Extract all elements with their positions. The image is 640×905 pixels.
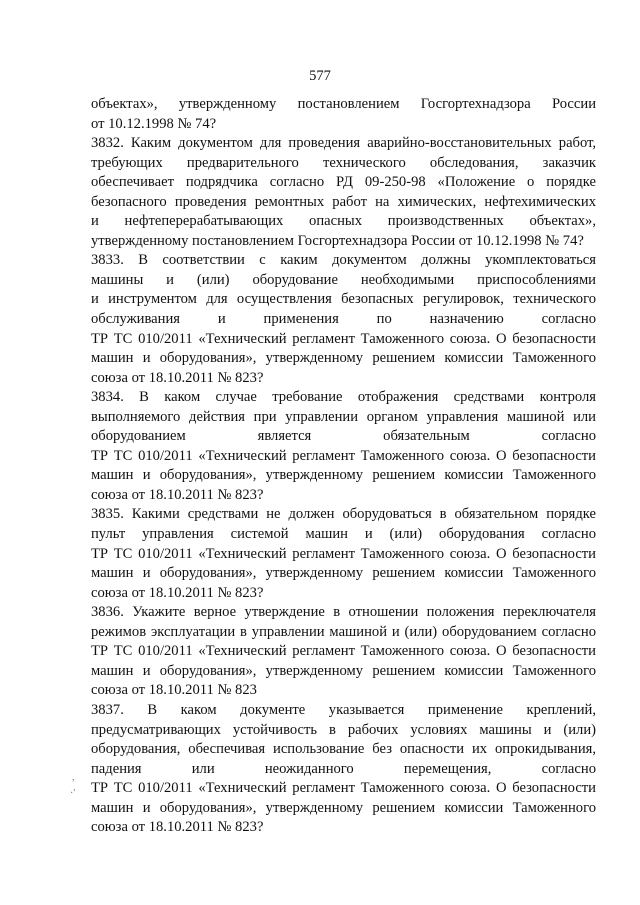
- text-line: машины и (или) оборудование необходимыми приспособлениями: [91, 271, 596, 288]
- text-line: безопасного проведения ремонтных работ на химических, нефтехимических: [91, 193, 596, 210]
- text-line: и инструментом для осуществления безопасных регулировок, технического: [91, 291, 596, 308]
- text-line: 3837. В каком документе указывается применение креплений,: [91, 701, 596, 718]
- text-line: предусматривающих устойчивость в рабочих условиях машины и (или): [91, 721, 596, 738]
- text-line: союза от 18.10.2011 № 823?: [91, 584, 264, 601]
- document-body: [91, 95, 596, 838]
- text-line: обслуживания и применения по назначению согласно: [91, 311, 596, 328]
- text-line: требующих предварительного технического обследования, заказчик: [91, 154, 596, 171]
- text-line: ТР ТС 010/2011 «Технический регламент Таможенного союза. О безопасности: [91, 545, 596, 562]
- text-line: пульт управления системой машин и (или) оборудования согласно: [91, 526, 596, 543]
- text-line: ТР ТС 010/2011 «Технический регламент Таможенного союза. О безопасности: [91, 447, 596, 464]
- text-line: от 10.12.1998 № 74?: [91, 115, 217, 132]
- scan-speck: ,: [72, 772, 75, 783]
- text-line: машин и оборудования», утвержденному решением комиссии Таможенного: [91, 799, 596, 816]
- text-line: союза от 18.10.2011 № 823?: [91, 819, 264, 836]
- text-line: и нефтеперерабатывающих опасных производственных объектах»,: [91, 213, 596, 230]
- text-line: машин и оборудования», утвержденному решением комиссии Таможенного: [91, 565, 596, 582]
- text-line: выполняемого действия при управлении органом управления машиной или: [91, 408, 596, 425]
- text-line: падения или неожиданного перемещения, согласно: [91, 760, 596, 777]
- text-line: 3832. Каким документом для проведения аварийно-восстановительных работ,: [91, 135, 596, 152]
- page-number: 577: [309, 68, 331, 84]
- scan-speck: ·': [70, 788, 76, 799]
- text-line: 3833. В соответствии с каким документом должны укомплектоваться: [91, 252, 596, 269]
- text-line: машин и оборудования», утвержденному решением комиссии Таможенного: [91, 662, 596, 679]
- text-line: оборудования, обеспечивая использование без опасности их опрокидывания,: [91, 741, 596, 758]
- text-line: утвержденному постановлением Госгортехнадзора России от 10.12.1998 № 74?: [91, 232, 584, 249]
- text-line: обеспечивает подрядчика согласно РД 09-250-98 «Положение о порядке: [91, 174, 596, 191]
- text-line: союза от 18.10.2011 № 823?: [91, 369, 264, 386]
- text-line: объектах», утвержденному постановлением Госгортехнадзора России: [91, 96, 596, 112]
- text-line: режимов эксплуатации в управлении машиной и (или) оборудованием согласно: [91, 623, 596, 640]
- text-line: 3835. Какими средствами не должен оборудоваться в обязательном порядке: [91, 506, 596, 523]
- text-line: ТР ТС 010/2011 «Технический регламент Таможенного союза. О безопасности: [91, 330, 596, 347]
- text-line: машин и оборудования», утвержденному решением комиссии Таможенного: [91, 350, 596, 367]
- text-line: машин и оборудования», утвержденному решением комиссии Таможенного: [91, 467, 596, 484]
- text-line: ТР ТС 010/2011 «Технический регламент Таможенного союза. О безопасности: [91, 780, 596, 797]
- text-line: ТР ТС 010/2011 «Технический регламент Таможенного союза. О безопасности: [91, 643, 596, 660]
- text-line: 3836. Укажите верное утверждение в отношении положения переключателя: [91, 604, 596, 621]
- text-line: союза от 18.10.2011 № 823: [91, 682, 257, 699]
- text-line: союза от 18.10.2011 № 823?: [91, 486, 264, 503]
- text-line: 3834. В каком случае требование отображения средствами контроля: [91, 389, 596, 406]
- text-line: оборудованием является обязательным согласно: [91, 428, 596, 445]
